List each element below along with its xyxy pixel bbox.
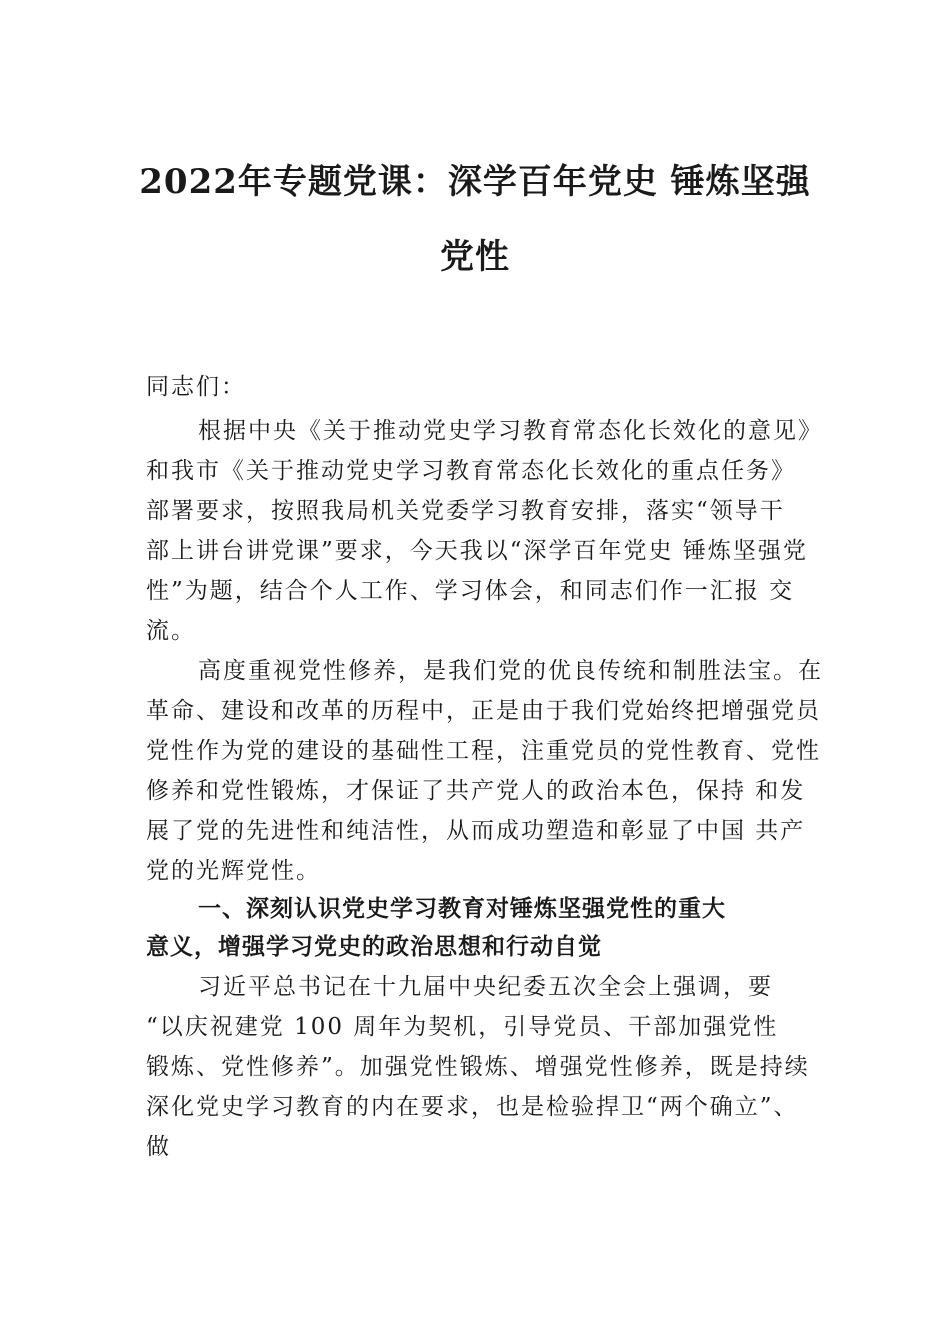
paragraph-line: 展了党的先进性和纯洁性，从而成功塑造和彰显了中国 共产 bbox=[146, 818, 806, 844]
paragraph-line: 部上讲台讲党课”要求，今天我以“深学百年党史 锤炼坚强党 bbox=[146, 538, 808, 564]
paragraph-line: 和我市《关于推动党史学习教育常态化长效化的重点任务》 bbox=[146, 458, 796, 484]
document-title-line-1: 2022年专题党课：深学百年党史 锤炼坚强 bbox=[139, 162, 811, 202]
document-title-line-2: 党性 bbox=[440, 237, 510, 277]
paragraph-line: 深化党史学习教育的内在要求，也是检验捍卫“两个确立”、 bbox=[146, 1094, 799, 1120]
paragraph-line: 革命、建设和改革的历程中，正是由于我们党始终把增强党员 bbox=[146, 698, 821, 724]
paragraph-line: 习近平总书记在十九届中央纪委五次全会上强调，要 bbox=[198, 974, 773, 1000]
paragraph-line: 根据中央《关于推动党史学习教育常态化长效化的意见》 bbox=[198, 418, 823, 444]
paragraph-line: “以庆祝建党 100 周年为契机，引导党员、干部加强党性 bbox=[146, 1014, 779, 1040]
salutation: 同志们： bbox=[146, 374, 246, 400]
paragraph-line: 性”为题，结合个人工作、学习体会，和同志们作一汇报 交 bbox=[146, 578, 795, 604]
section-heading-line-1: 一、深刻认识党史学习教育对锤炼坚强党性的重大 bbox=[198, 896, 726, 922]
paragraph-line: 锻炼、党性修养”。加强党性锻炼、增强党性修养，既是持续 bbox=[146, 1054, 810, 1080]
paragraph-line: 党的光辉党性。 bbox=[146, 858, 321, 884]
section-heading-line-2: 意义，增强学习党史的政治思想和行动自觉 bbox=[146, 934, 602, 960]
paragraph-line: 高度重视党性修养，是我们党的优良传统和制胜法宝。在 bbox=[198, 658, 823, 684]
paragraph-line: 修养和党性锻炼，才保证了共产党人的政治本色，保持 和发 bbox=[146, 778, 806, 804]
paragraph-line: 党性作为党的建设的基础性工程，注重党员的党性教育、党性 bbox=[146, 738, 821, 764]
paragraph-line: 做 bbox=[146, 1134, 171, 1160]
paragraph-line: 部署要求，按照我局机关党委学习教育安排，落实“领导干 bbox=[146, 498, 785, 524]
paragraph-line: 流。 bbox=[146, 618, 196, 644]
